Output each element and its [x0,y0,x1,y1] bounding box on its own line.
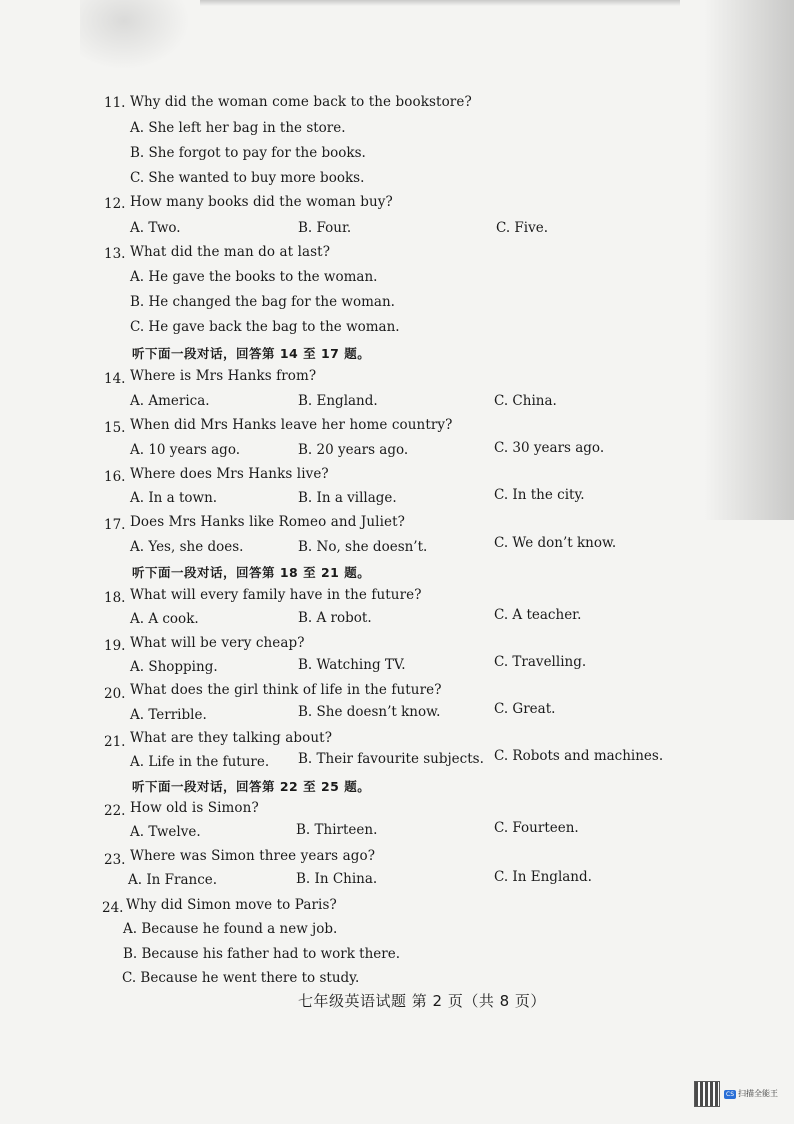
option-b: B. In a village. [298,490,397,506]
question-text: What did the man do at last? [130,244,331,260]
option-b: B. Their favourite subjects. [298,751,484,767]
question-number: 13. [104,246,126,262]
question-text: What will every family have in the future? [130,587,422,603]
option-a: A. Shopping. [130,659,218,675]
page-footer: 七年级英语试题 第 2 页（共 8 页） [298,992,546,1010]
question-text: Where was Simon three years ago? [130,848,376,864]
question-number: 18. [104,590,126,606]
question-text: How old is Simon? [130,800,259,816]
option-c: C. Five. [496,220,549,236]
scan-shadow-topleft [80,0,190,70]
option-c: C. Fourteen. [494,820,579,836]
section-instruction: 听下面一段对话，回答第 14 至 17 题。 [132,346,371,361]
option-c: C. In the city. [494,487,585,503]
question-number: 24. [102,900,124,916]
section-instruction: 听下面一段对话，回答第 18 至 21 题。 [132,565,371,580]
option-c: C. Robots and machines. [494,748,664,764]
option-a: A. Because he found a new job. [123,921,338,937]
question-number: 19. [104,638,126,654]
option-a: A. Two. [130,220,181,236]
option-c: C. Great. [494,701,556,717]
question-number: 23. [104,852,126,868]
question-text: When did Mrs Hanks leave her home country? [130,417,453,433]
watermark-text: CS 扫描全能王 [726,1089,778,1098]
question-number: 17. [104,517,126,533]
question-text: Does Mrs Hanks like Romeo and Juliet? [130,514,405,530]
option-c: C. 30 years ago. [494,440,605,456]
question-text: What will be very cheap? [130,635,305,651]
option-c: C. A teacher. [494,607,582,623]
section-instruction: 听下面一段对话，回答第 22 至 25 题。 [132,779,371,794]
option-b: B. No, she doesn’t. [298,539,428,555]
question-number: 15. [104,420,126,436]
option-a: A. In a town. [130,490,218,506]
option-b: B. 20 years ago. [298,442,409,458]
option-b: B. She doesn’t know. [298,704,441,720]
question-number: 20. [104,686,126,702]
option-b: B. He changed the bag for the woman. [130,294,395,310]
option-c: C. She wanted to buy more books. [130,170,365,186]
question-number: 14. [104,371,126,387]
question-number: 11. [104,95,126,111]
option-a: A. She left her bag in the store. [130,120,346,136]
option-a: A. He gave the books to the woman. [130,269,378,285]
scanner-watermark [694,1081,790,1107]
option-a: A. Terrible. [130,707,207,723]
option-b: B. She forgot to pay for the books. [130,145,366,161]
option-a: A. A cook. [130,611,199,627]
option-a: A. Twelve. [130,824,201,840]
option-c: C. He gave back the bag to the woman. [130,319,400,335]
option-c: C. In England. [494,869,592,885]
question-text: What are they talking about? [130,730,333,746]
question-text: Where does Mrs Hanks live? [130,466,329,482]
cs-logo-icon: CS [726,1091,734,1098]
question-text: What does the girl think of life in the future? [130,682,442,698]
option-b: B. In China. [296,871,378,887]
question-text: Where is Mrs Hanks from? [130,368,317,384]
option-a: A. In France. [128,872,218,888]
question-text: Why did Simon move to Paris? [126,897,337,913]
option-a: A. Life in the future. [130,754,270,770]
question-text: Why did the woman come back to the bookstore? [130,94,472,110]
option-c: C. Because he went there to study. [122,970,360,986]
option-c: C. Travelling. [494,654,587,670]
option-b: B. Thirteen. [296,822,378,838]
option-a: A. Yes, she does. [130,539,244,555]
option-b: B. England. [298,393,378,409]
option-b: B. Four. [298,220,352,236]
question-number: 22. [104,803,126,819]
question-number: 12. [104,196,126,212]
question-number: 21. [104,734,126,750]
option-a: A. America. [130,393,210,409]
question-text: How many books did the woman buy? [130,194,393,210]
option-c: C. China. [494,393,557,409]
option-b: B. Watching TV. [298,657,406,673]
option-c: C. We don’t know. [494,535,617,551]
option-b: B. Because his father had to work there. [123,946,401,962]
option-a: A. 10 years ago. [130,442,241,458]
qr-code-icon [694,1081,720,1107]
scan-shadow-top [200,0,680,6]
option-b: B. A robot. [298,610,372,626]
scan-shadow-right [704,0,794,520]
question-number: 16. [104,469,126,485]
